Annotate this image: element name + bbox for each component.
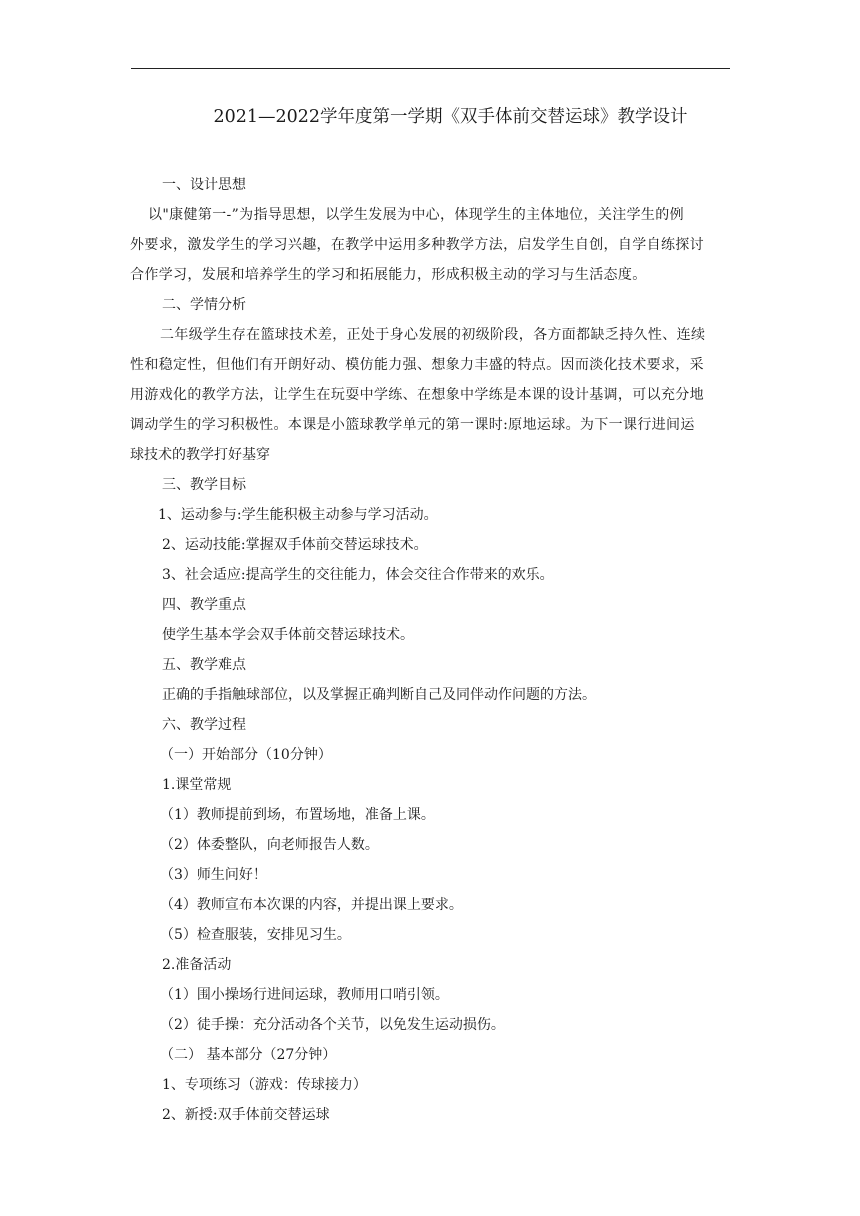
list-item: （1）围小操场行进间运球，教师用口哨引领。 xyxy=(160,987,449,1003)
paragraph-line: 性和稳定性，但他们有开朗好动、模仿能力强、想象力丰盛的特点。因而淡化技术要求，采 xyxy=(130,357,704,373)
goal-item: 3、社会适应:提高学生的交往能力，体会交往合作带来的欢乐。 xyxy=(162,567,554,583)
list-item: （1）教师提前到场，布置场地，准备上课。 xyxy=(160,807,435,823)
section-heading-goals: 三、教学目标 xyxy=(162,477,246,493)
difficulty-text: 正确的手指触球部位，以及掌握正确判断自己及同伴动作问题的方法。 xyxy=(162,687,596,703)
section-heading-analysis: 二、学情分析 xyxy=(162,297,246,313)
paragraph-line: 用游戏化的教学方法，让学生在玩耍中学练、在想象中学练是本课的设计基调，可以充分地 xyxy=(130,387,704,403)
list-item: （2）徒手操：充分活动各个关节，以免发生运动损伤。 xyxy=(160,1017,505,1033)
section-heading-key-point: 四、教学重点 xyxy=(162,597,246,613)
paragraph-line: 合作学习，发展和培养学生的学习和拓展能力，形成积极主动的学习与生活态度。 xyxy=(130,267,647,283)
section-heading-difficulty: 五、教学难点 xyxy=(162,657,246,673)
section-heading-design-idea: 一、设计思想 xyxy=(162,177,246,193)
paragraph-line: 以"康健第一-”为指导思想，以学生发展为中心，体现学生的主体地位，关注学生的例 xyxy=(148,207,684,223)
list-item: （2）体委整队，向老师报告人数。 xyxy=(160,837,379,853)
document-body xyxy=(130,170,732,1130)
paragraph-line: 外要求，激发学生的学习兴趣，在教学中运用多种教学方法，启发学生自创，自学自练探讨 xyxy=(130,237,704,253)
list-item: （3）师生问好！ xyxy=(160,867,267,883)
document-title: 2021—2022学年度第一学期《双手体前交替运球》教学设计 xyxy=(213,107,688,127)
section-heading-process: 六、教学过程 xyxy=(162,717,246,733)
goal-item: 1、运动参与:学生能积极主动参与学习活动。 xyxy=(158,507,438,523)
key-point-text: 使学生基本学会双手体前交替运球技术。 xyxy=(162,627,414,643)
subsection-heading: 1.课堂常规 xyxy=(162,777,232,793)
list-item: （4）教师宣布本次课的内容，并提出课上要求。 xyxy=(160,897,463,913)
subsection-heading: （一）开始部分（10分钟） xyxy=(160,747,332,763)
list-item: 2、新授:双手体前交替运球 xyxy=(162,1107,330,1123)
paragraph-line: 二年级学生存在篮球技术差，正处于身心发展的初级阶段，各方面都缺乏持久性、连续 xyxy=(160,327,706,343)
list-item: （5）检查服装，安排见习生。 xyxy=(160,927,351,943)
paragraph-line: 调动学生的学习积极性。本课是小篮球教学单元的第一课时:原地运球。为下一课行进间运 xyxy=(130,417,695,433)
paragraph-line: 球技术的教学打好基穿 xyxy=(130,447,270,463)
goal-item: 2、运动技能:掌握双手体前交替运球技术。 xyxy=(162,537,428,553)
subsection-heading: （二） 基本部分（27分钟） xyxy=(160,1047,337,1063)
header-rule xyxy=(131,68,730,69)
subsection-heading: 2.准备活动 xyxy=(162,957,232,973)
list-item: 1、专项练习（游戏：传球接力） xyxy=(162,1077,367,1093)
